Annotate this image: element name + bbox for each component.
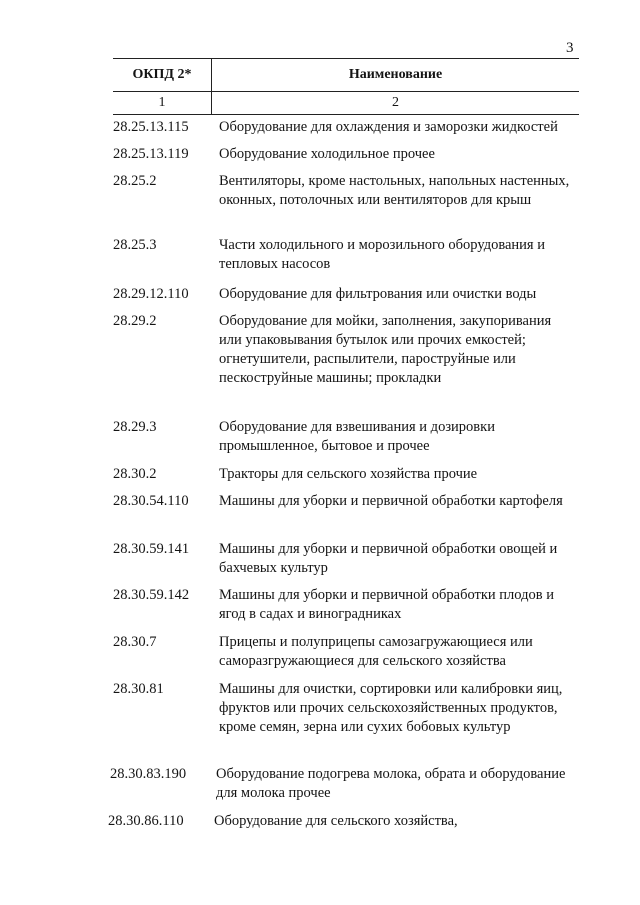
row-code: 28.30.54.110 [113,493,189,509]
row-name: Оборудование для фильтрования или очистки воды [219,286,537,302]
row-code: 28.25.13.115 [113,119,189,135]
row-name: Оборудование холодильное прочее [219,146,435,162]
table-row [110,765,573,803]
row-name: Прицепы и полуприцепы самозагружающиеся или саморазгружающиеся для сельского хозяйства [219,634,533,669]
row-name: Машины для уборки и первичной обработки плодов и ягод в садах и виноградниках [219,587,554,622]
row-code: 28.30.81 [113,681,164,697]
row-name: Оборудование подогрева молока, обрата и оборудование для молока прочее [216,766,566,801]
row-code: 28.29.2 [113,313,157,329]
row-code: 28.29.12.110 [113,286,189,302]
column-number-row [113,92,579,115]
table-row [113,312,573,388]
table-row [113,285,573,304]
table-row [113,172,573,210]
row-code: 28.25.2 [113,173,157,189]
table-row [113,236,573,274]
table-row [113,680,573,737]
table-row [113,118,583,137]
row-code: 28.30.59.142 [113,587,190,603]
table-row [113,633,573,671]
header-code: ОКПД 2* [113,59,212,91]
row-code: 28.30.59.141 [113,541,190,557]
okpd-table [113,58,579,115]
row-code: 28.25.13.119 [113,146,189,162]
table-row [108,812,573,831]
row-name: Оборудование для сельского хозяйства, [214,813,458,829]
row-name: Машины для уборки и первичной обработки картофеля [219,493,563,509]
column-number-code: 1 [113,92,212,114]
table-header-row [113,58,579,92]
row-name: Вентиляторы, кроме настольных, напольных настенных, оконных, потолочных или вентиляторов для крыш [219,173,570,208]
row-name: Оборудование для взвешивания и дозировки промышленное, бытовое и прочее [219,419,495,454]
row-code: 28.30.86.110 [108,813,184,829]
table-row [113,586,573,624]
table-row [113,540,573,578]
row-name: Оборудование для охлаждения и заморозки жидкостей [219,119,558,135]
header-name: Наименование [348,67,443,82]
row-name: Части холодильного и морозильного оборудования и тепловых насосов [219,237,545,272]
table-row [113,465,573,484]
row-name: Машины для очистки, сортировки или калибровки яиц, фруктов или прочих сельскохозяйственных продуктов, кроме семян, зерна или сухих бобовых культур [219,681,563,735]
row-code: 28.30.7 [113,634,157,650]
row-name: Оборудование для мойки, заполнения, закупоривания или упаковывания бутылок или прочих емкостей; огнетушители, распылители, пароструйные или пескоструйные машины; прокладки [219,313,552,386]
row-code: 28.29.3 [113,419,157,435]
table-row [113,492,573,511]
page-number: 3 [566,40,574,56]
row-code: 28.30.83.190 [110,766,187,782]
table-row [113,418,573,456]
column-number-name: 2 [392,95,399,110]
row-code: 28.25.3 [113,237,157,253]
row-name: Машины для уборки и первичной обработки овощей и бахчевых культур [219,541,558,576]
table-row [113,145,573,164]
row-name: Тракторы для сельского хозяйства прочие [219,466,478,482]
row-code: 28.30.2 [113,466,157,482]
